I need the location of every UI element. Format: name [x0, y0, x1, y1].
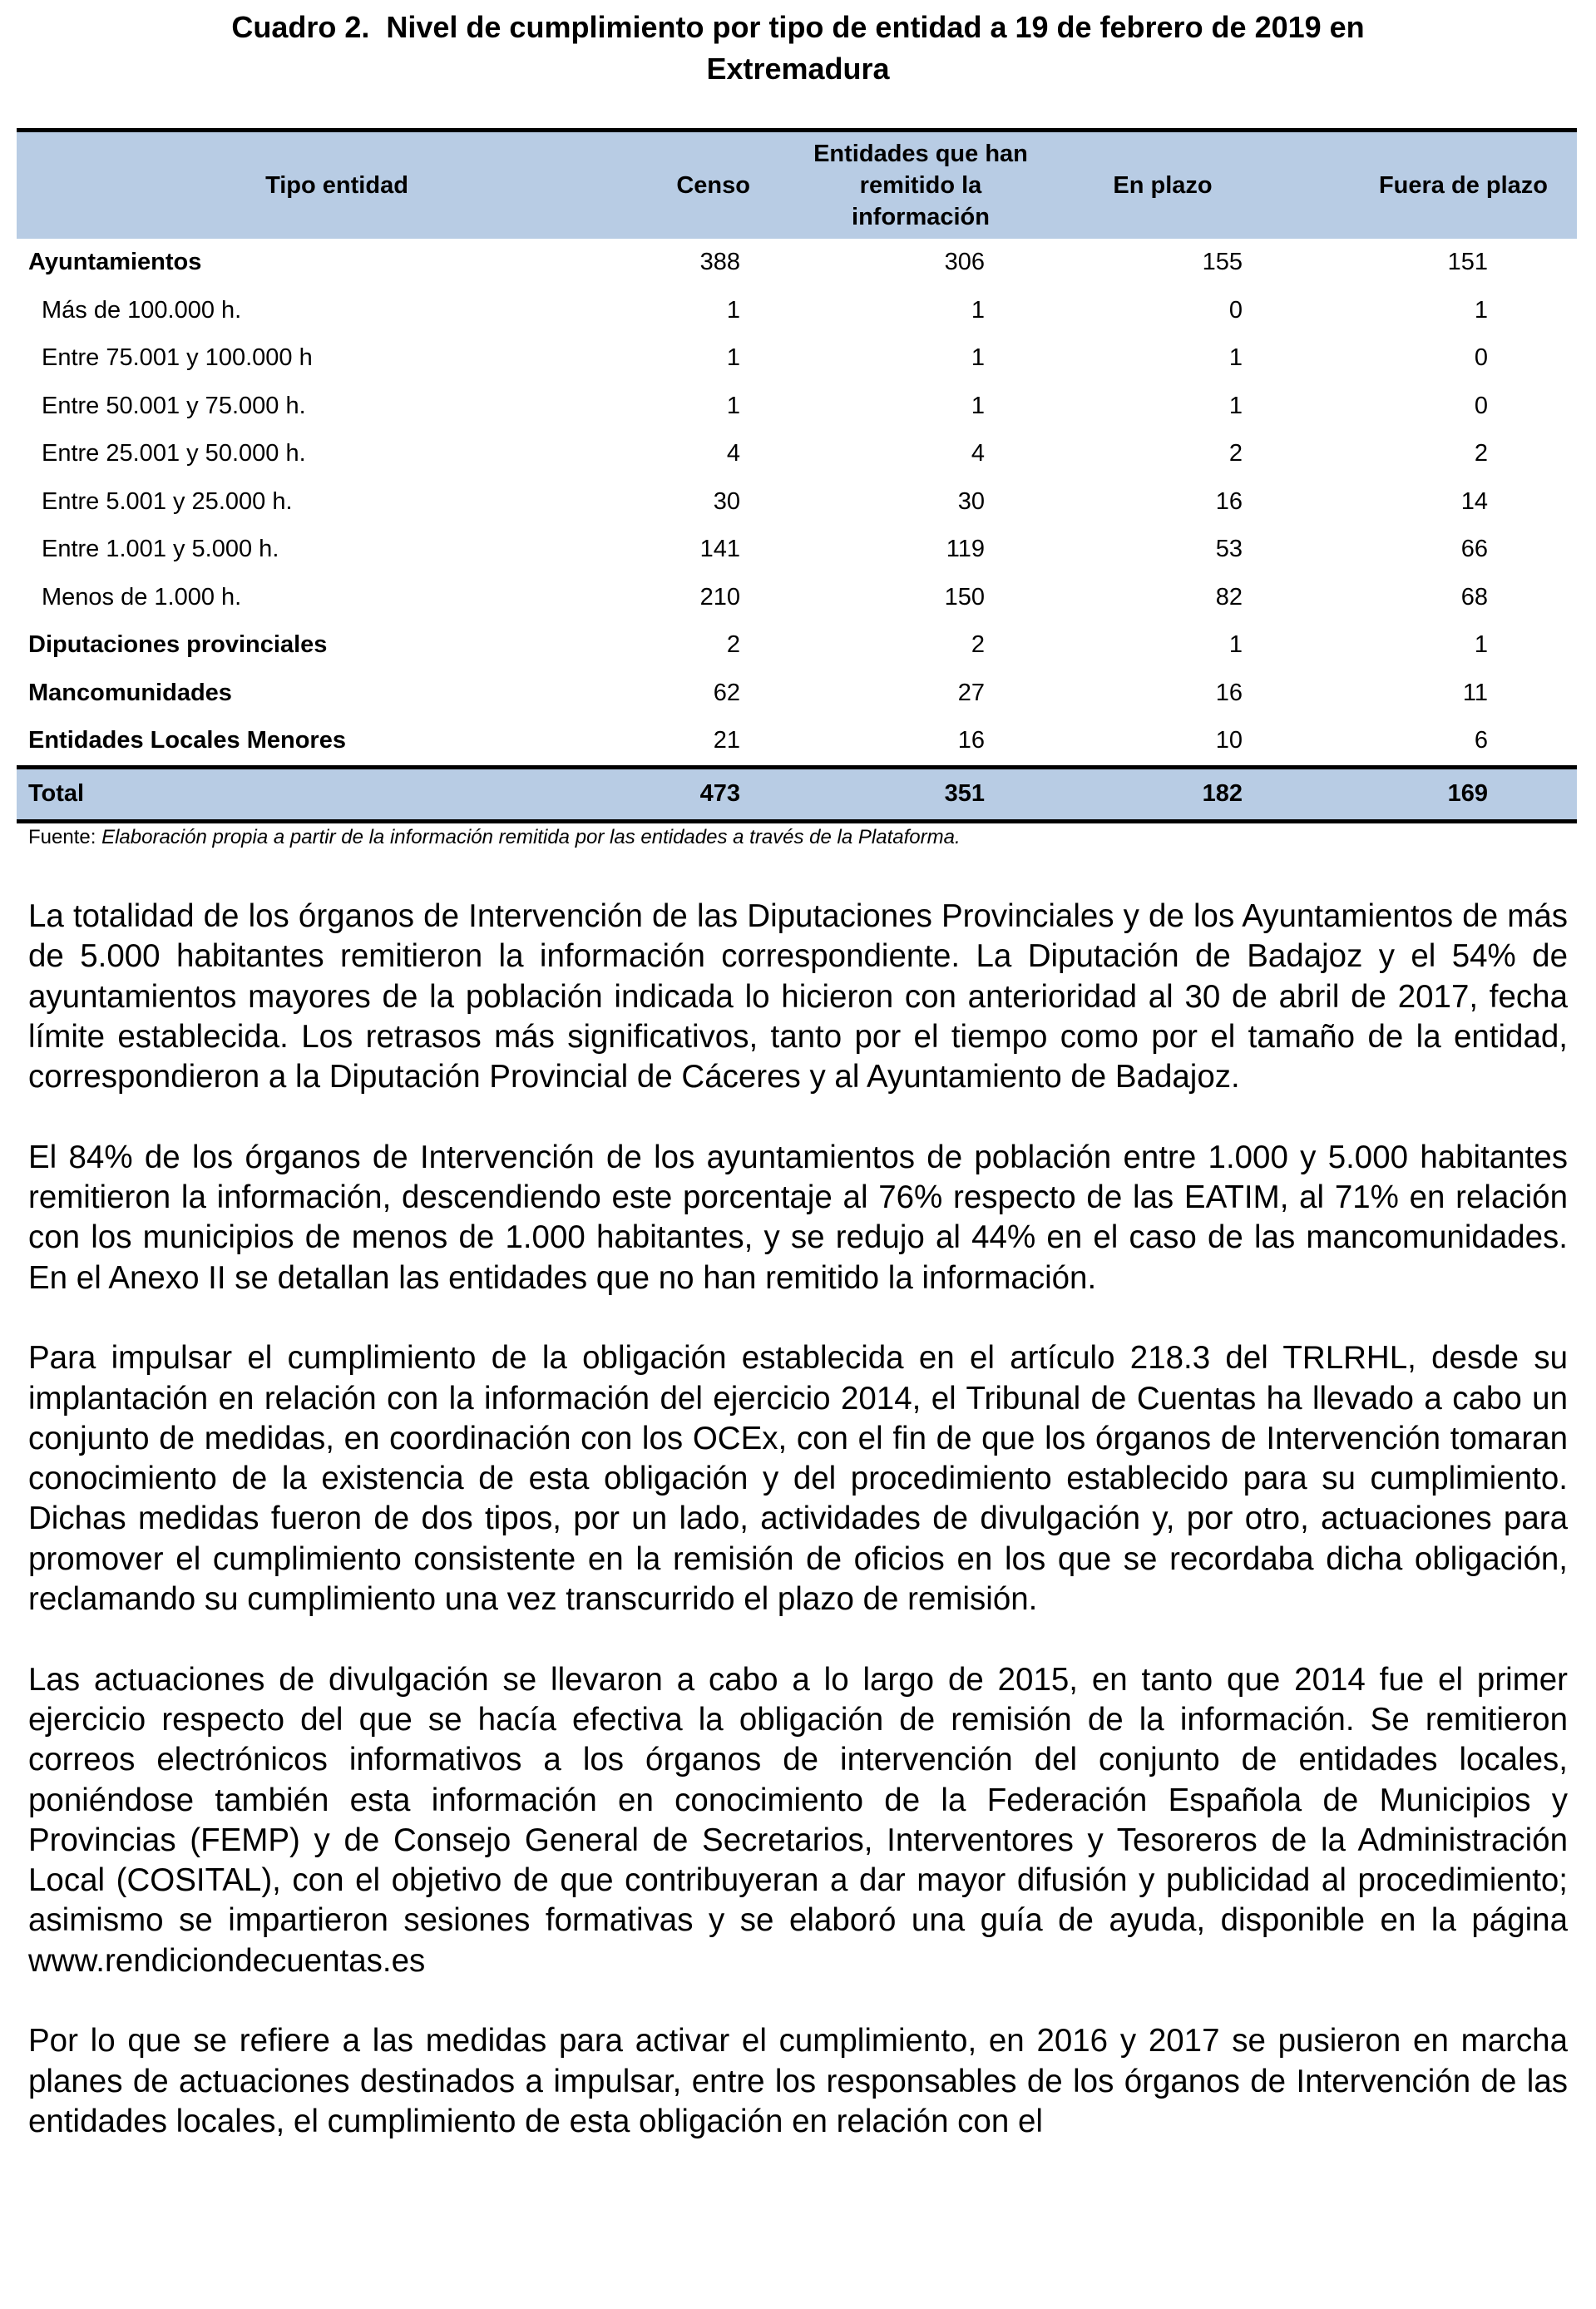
total-label: Total [17, 767, 632, 821]
row-value: 2 [971, 631, 985, 659]
table-row [17, 574, 1577, 622]
row-value: 16 [957, 727, 985, 754]
row-label: Menos de 1.000 h. [42, 583, 242, 611]
paragraph-4: Las actuaciones de divulgación se llevaron a cabo a lo largo de 2015, en tanto que 2014 fue el primer ejercicio respecto del que se hacía efectiva la obligación de remisión de la información. Se remitieron correos electrónicos informativos a los órganos de intervención del conjunto de entidades locales, poniéndose también esta información en conocimiento de la Federación Española de Municipios y Provincias (FEMP) y de Consejo General de Secretarios, Interventores y Tesoreros de la Administración Local (COSITAL), con el objetivo de que contribuyeran a dar mayor difusión y publicidad al procedimiento; asimismo se impartieron sesiones formativas y se elaboró una guía de ayuda, disponible en la página www.rendiciondecuentas.es [28, 1661, 1568, 1979]
total-value: 351 [798, 767, 1043, 821]
row-value: 6 [1474, 727, 1488, 754]
row-label: Entre 75.001 y 100.000 h [42, 344, 313, 372]
row-value: 68 [1460, 583, 1488, 611]
header-fuera-de-plazo: Fuera de plazo [1282, 131, 1577, 240]
row-value: 150 [944, 583, 985, 611]
table-caption [0, 7, 1596, 90]
table-row [17, 334, 1577, 383]
paragraph-1: La totalidad de los órganos de Intervención de las Diputaciones Provinciales y de los Ayuntamientos de más de 5.000 habitantes remitieron la información correspondiente. La Diputación de Badajoz y el 54% de ayuntamientos mayores de la población indicada lo hicieron con anterioridad al 30 de abril de 2017, fecha límite establecida. Los retrasos más significativos, tanto por el tiempo como por el tamaño de la entidad, correspondieron a la Diputación Provincial de Cáceres y al Ayuntamiento de Badajoz. [28, 898, 1568, 1095]
row-value: 306 [944, 249, 985, 276]
caption-title-line-1: Nivel de cumplimiento por tipo de entidad a 19 de febrero de 2019 en [386, 10, 1365, 44]
table-row [17, 526, 1577, 574]
body-text [28, 897, 1568, 2183]
row-value: 1 [726, 392, 740, 419]
row-value: 2 [726, 631, 740, 659]
row-value: 30 [713, 487, 740, 515]
table-container [17, 128, 1577, 823]
row-value: 151 [1447, 249, 1488, 276]
row-value: 0 [1474, 392, 1488, 419]
table-source [28, 826, 961, 849]
caption-title-line-2: Extremadura [706, 52, 890, 86]
caption-line-1 [0, 7, 1596, 48]
row-value: 155 [1202, 249, 1243, 276]
row-label: Entre 1.001 y 5.000 h. [42, 536, 279, 563]
table-row [17, 621, 1577, 670]
row-value: 10 [1215, 727, 1243, 754]
row-value: 1 [971, 392, 985, 419]
row-value: 82 [1215, 583, 1243, 611]
paragraph-5: Por lo que se refiere a las medidas para activar el cumplimiento, en 2016 y 2017 se pusieron en marcha planes de actuaciones destinados a impulsar, entre los responsables de los órganos de Intervención de las entidades locales, el cumplimiento de esta obligación en relación con el [28, 2023, 1568, 2139]
row-value: 1 [1228, 344, 1243, 372]
row-label: Entre 50.001 y 75.000 h. [42, 392, 306, 419]
row-value: 27 [957, 679, 985, 706]
row-value: 2 [1474, 440, 1488, 467]
row-label: Diputaciones provinciales [28, 631, 328, 659]
row-label: Mancomunidades [28, 679, 232, 706]
table-body [17, 239, 1577, 821]
row-value: 66 [1460, 536, 1488, 563]
paragraph-2: El 84% de los órganos de Intervención de los ayuntamientos de población entre 1.000 y 5.000 habitantes remitieron la información, descendiendo este porcentaje al 76% respecto de las EATIM, al 71% en relación con los municipios de menos de 1.000 habitantes, y se redujo al 44% en el caso de las mancomunidades. En el Anexo II se detallan las entidades que no han remitido la información. [28, 1139, 1568, 1296]
row-value: 210 [699, 583, 740, 611]
caption-label: Cuadro 2. [231, 10, 370, 44]
total-value: 182 [1043, 767, 1282, 821]
table-row [17, 383, 1577, 431]
row-label: Más de 100.000 h. [42, 296, 242, 324]
compliance-table [17, 128, 1577, 823]
table-row [17, 717, 1577, 767]
table-header-row [17, 131, 1577, 240]
row-value: 119 [946, 536, 985, 563]
row-value: 62 [713, 679, 740, 706]
table-row [17, 239, 1577, 287]
table-row [17, 670, 1577, 718]
header-censo: Censo [632, 131, 798, 240]
paragraph-3: Para impulsar el cumplimiento de la obligación establecida en el artículo 218.3 del TRLRHL, desde su implantación en relación con la información del ejercicio 2014, el Tribunal de Cuentas ha llevado a cabo un conjunto de medidas, en coordinación con los OCEx, con el fin de que los órganos de Intervención tomaran conocimiento de la existencia de esta obligación y del procedimiento establecido para su cumplimiento. Dichas medidas fueron de dos tipos, por un lado, actividades de divulgación y, por otro, actuaciones para promover el cumplimiento consistente en la remisión de oficios en los que se recordaba dicha obligación, reclamando su cumplimiento una vez transcurrido el plazo de remisión. [28, 1340, 1568, 1618]
row-value: 388 [699, 249, 740, 276]
table-row [17, 287, 1577, 335]
row-value: 1 [726, 296, 740, 324]
row-value: 0 [1228, 296, 1243, 324]
row-value: 1 [1474, 296, 1488, 324]
header-entidades-remitido: Entidades que han remitido la información [798, 131, 1043, 240]
table-total-row [17, 767, 1577, 821]
row-value: 4 [971, 440, 985, 467]
row-label: Entre 5.001 y 25.000 h. [42, 487, 293, 515]
header-tipo-entidad: Tipo entidad [17, 131, 632, 240]
row-value: 30 [957, 487, 985, 515]
row-value: 21 [713, 727, 740, 754]
row-value: 2 [1228, 440, 1243, 467]
row-value: 141 [699, 536, 740, 563]
row-label: Ayuntamientos [28, 249, 202, 276]
row-value: 4 [726, 440, 740, 467]
row-value: 16 [1215, 679, 1243, 706]
source-label: Fuente: [28, 826, 96, 848]
row-value: 1 [971, 296, 985, 324]
row-value: 0 [1474, 344, 1488, 372]
row-value: 1 [971, 344, 985, 372]
row-value: 1 [1228, 631, 1243, 659]
table-row [17, 430, 1577, 478]
row-value: 1 [726, 344, 740, 372]
row-value: 1 [1228, 392, 1243, 419]
row-value: 11 [1462, 679, 1488, 706]
source-text: Elaboración propia a partir de la información remitida por las entidades a través de la Plataforma. [101, 826, 961, 848]
row-value: 16 [1215, 487, 1243, 515]
table-row [17, 478, 1577, 527]
row-label: Entre 25.001 y 50.000 h. [42, 440, 306, 467]
row-value: 1 [1474, 631, 1488, 659]
total-value: 473 [632, 767, 798, 821]
row-label: Entidades Locales Menores [28, 727, 346, 754]
row-value: 14 [1460, 487, 1488, 515]
header-en-plazo: En plazo [1043, 131, 1282, 240]
row-value: 53 [1215, 536, 1243, 563]
total-value: 169 [1282, 767, 1577, 821]
